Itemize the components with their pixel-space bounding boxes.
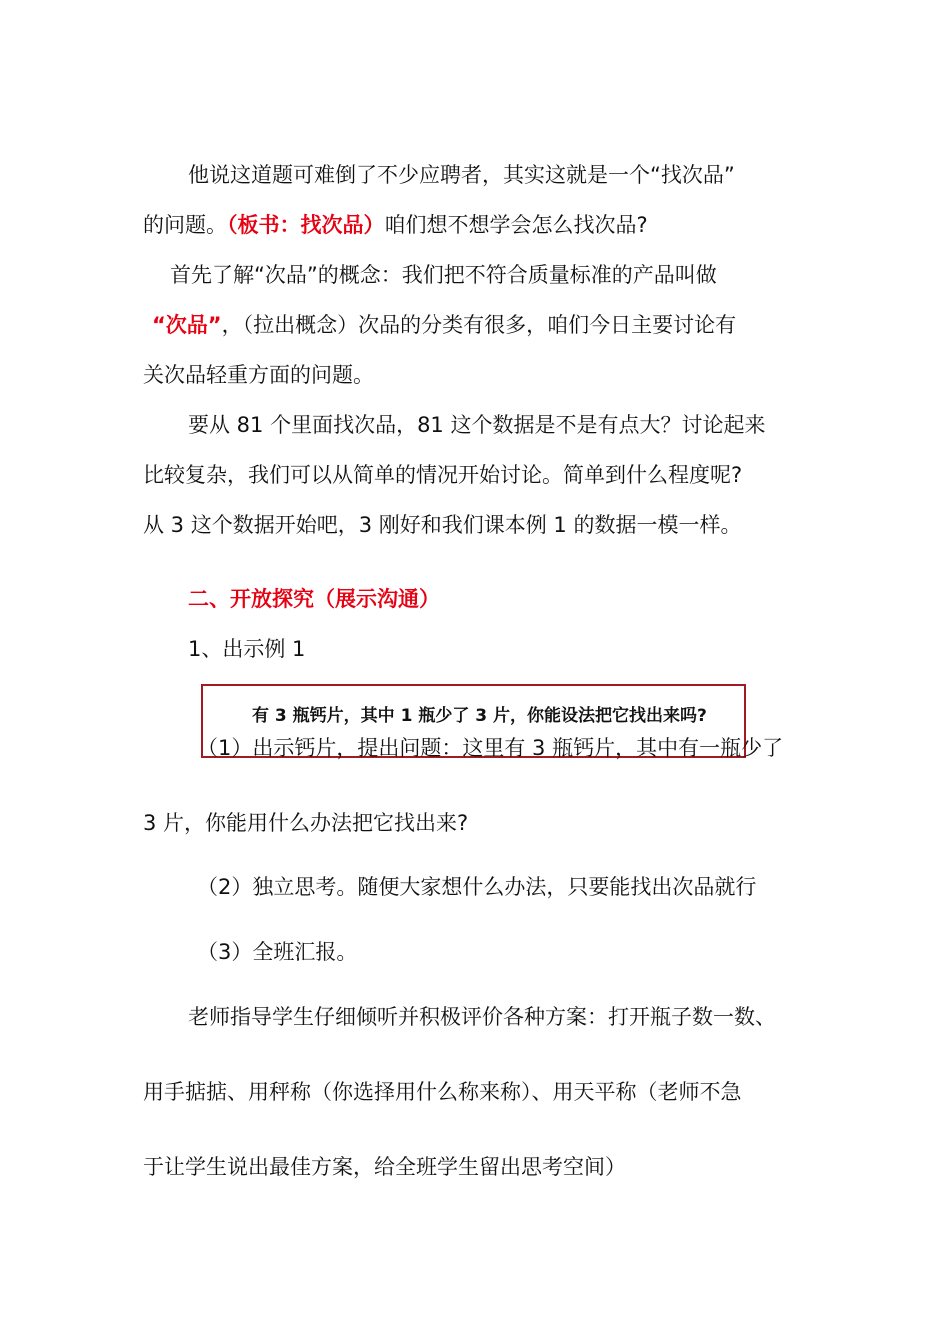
paragraph-3-line-2: 比较复杂，我们可以从简单的情况开始讨论。简单到什么程度呢?: [143, 463, 743, 487]
paragraph-2-line-3: 关次品轻重方面的问题。: [143, 363, 374, 387]
paragraph-3-line-3: 从 3 这个数据开始吧，3 刚好和我们课本例 1 的数据一模一样。: [143, 513, 742, 537]
closing-line-3: 于让学生说出最佳方案，给全班学生留出思考空间）: [143, 1155, 626, 1179]
closing-line-1: 老师指导学生仔细倾听并积极评价各种方案：打开瓶子数一数、: [188, 1005, 776, 1029]
step-3: （3）全班汇报。: [197, 940, 358, 964]
paragraph-1-text-b: 咱们想不想学会怎么找次品?: [384, 213, 648, 237]
paragraph-2-line-1: 首先了解“次品”的概念：我们把不符合质量标准的产品叫做: [170, 263, 717, 287]
closing-line-2: 用手掂掂、用秤称（你选择用什么称来称）、用天平称（老师不急: [143, 1080, 742, 1104]
blackboard-note: （板书：找次品）: [227, 213, 385, 237]
step-2: （2）独立思考。随便大家想什么办法，只要能找出次品就行: [197, 875, 757, 899]
paragraph-1-line-2: [143, 211, 648, 239]
step-1-line-2: 3 片，你能用什么办法把它找出来?: [143, 811, 469, 835]
defective-term: “次品”: [152, 313, 222, 337]
paragraph-1-text-a: 的问题。: [143, 213, 227, 237]
paragraph-1-line-1: 他说这道题可难倒了不少应聘者，其实这就是一个“找次品”: [188, 163, 735, 187]
paragraph-2-text-b: ，（拉出概念）次品的分类有很多，咱们今日主要讨论有: [221, 313, 737, 337]
step-1-line-1: （1）出示钙片，提出问题：这里有 3 瓶钙片，其中有一瓶少了: [197, 736, 784, 760]
paragraph-3-line-1: 要从 81 个里面找次品，81 这个数据是不是有点大？讨论起来: [188, 413, 766, 437]
example-box-text: 有 3 瓶钙片，其中 1 瓶少了 3 片，你能设法把它找出来吗?: [252, 706, 707, 726]
section-heading: 二、开放探究（展示沟通）: [188, 587, 440, 611]
paragraph-2-line-2: [152, 311, 736, 339]
example-label: 1、出示例 1: [188, 637, 306, 661]
